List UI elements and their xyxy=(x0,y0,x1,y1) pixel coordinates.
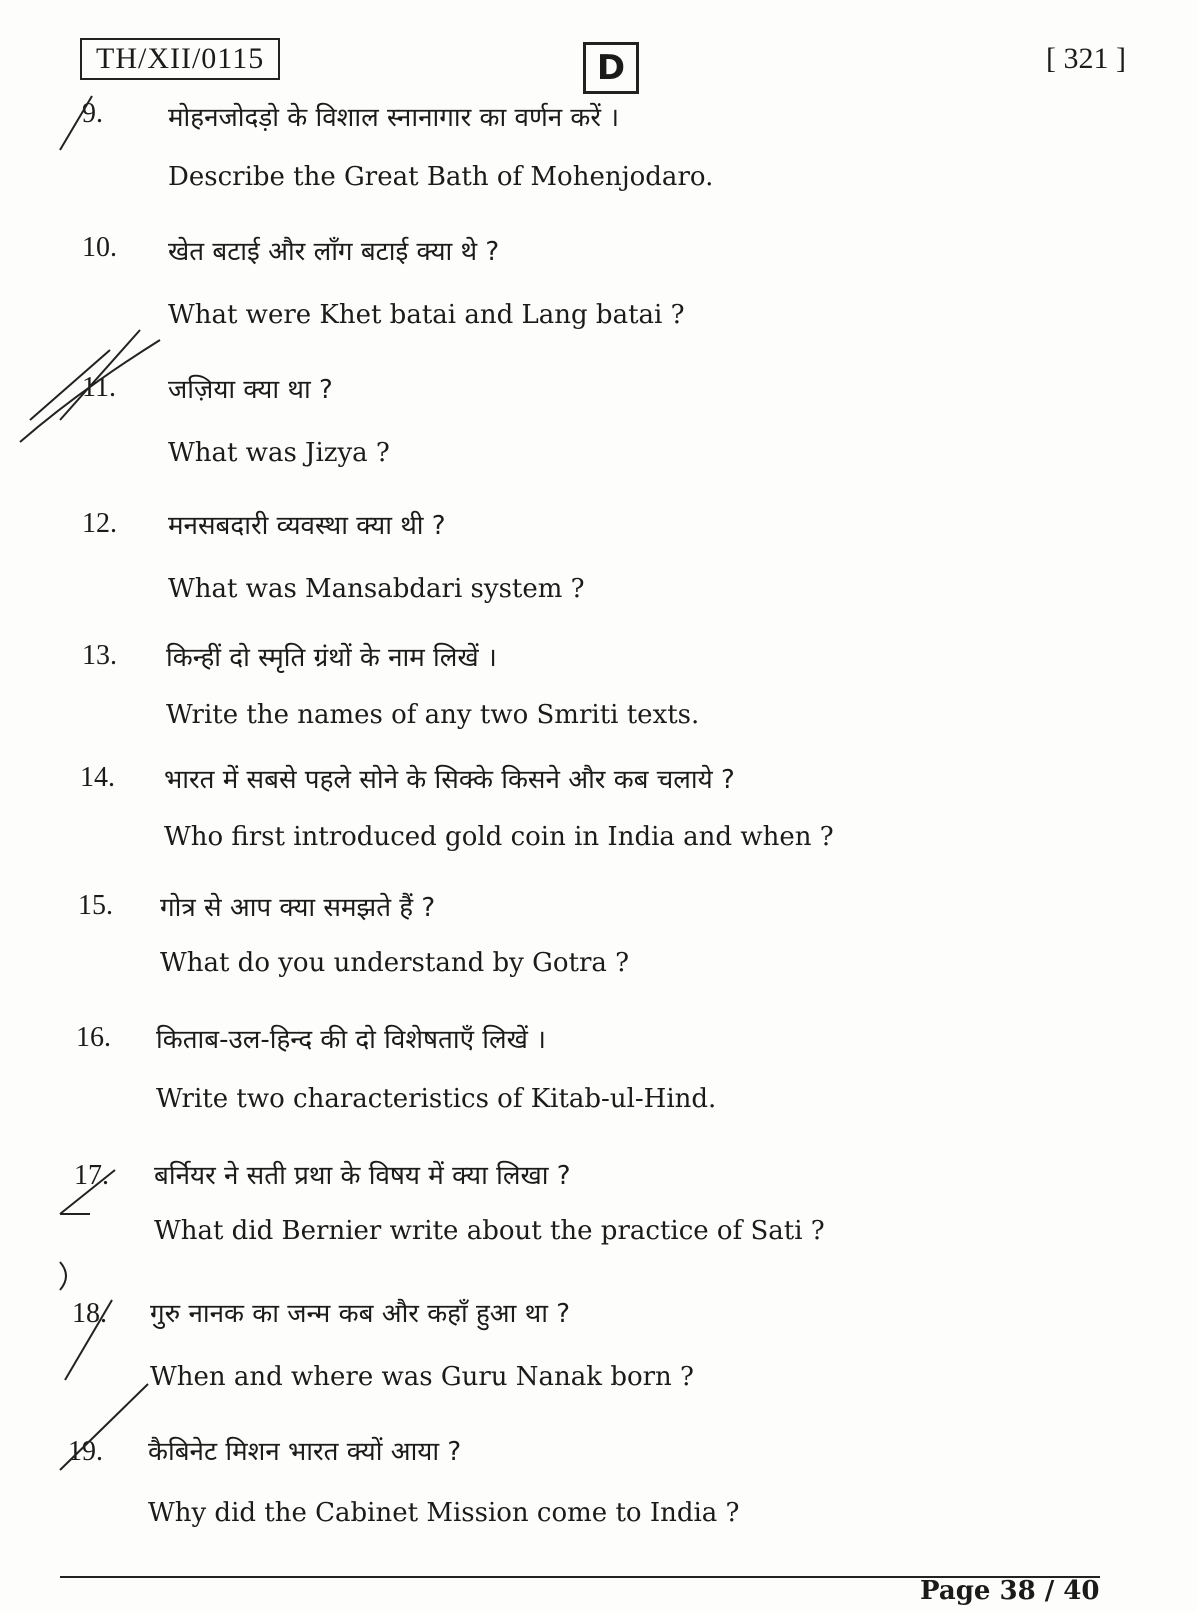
question-hindi: मोहनजोदड़ो के विशाल स्नानागार का वर्णन करें । xyxy=(168,103,620,133)
question-number: 17. xyxy=(74,1160,109,1191)
question-hindi: बर्नियर ने सती प्रथा के विषय में क्या लिखा ? xyxy=(154,1161,571,1191)
question-hindi: गोत्र से आप क्या समझते हैं ? xyxy=(160,893,436,923)
question-hindi: किताब-उल-हिन्द की दो विशेषताएँ लिखें । xyxy=(156,1025,547,1055)
question-hindi: कैबिनेट मिशन भारत क्यों आया ? xyxy=(148,1437,462,1467)
question-hindi: गुरु नानक का जन्म कब और कहाँ हुआ था ? xyxy=(150,1299,571,1329)
question-number: 15. xyxy=(78,890,113,921)
question-english: Describe the Great Bath of Mohenjodaro. xyxy=(168,162,714,192)
question-number: 12. xyxy=(82,508,117,539)
question-number: 9. xyxy=(82,98,103,129)
question-number: 18. xyxy=(72,1298,107,1329)
question-number: 16. xyxy=(76,1022,111,1053)
question-number: 14. xyxy=(80,762,115,793)
question-number: 19. xyxy=(68,1436,103,1467)
page-number: Page 38 / 40 xyxy=(920,1576,1100,1606)
question-number: 13. xyxy=(82,640,117,671)
question-english: What do you understand by Gotra ? xyxy=(160,948,630,978)
question-english: Write the names of any two Smriti texts. xyxy=(166,700,700,730)
question-english: Who first introduced gold coin in India and when ? xyxy=(164,822,834,852)
question-english: What did Bernier write about the practice of Sati ? xyxy=(154,1216,825,1246)
question-hindi: भारत में सबसे पहले सोने के सिक्के किसने और कब चलाये ? xyxy=(164,765,735,795)
question-number: 11. xyxy=(82,372,116,403)
question-english: What were Khet batai and Lang batai ? xyxy=(168,300,685,330)
question-hindi: मनसबदारी व्यवस्था क्या थी ? xyxy=(168,511,446,541)
question-english: When and where was Guru Nanak born ? xyxy=(150,1362,694,1392)
question-english: Write two characteristics of Kitab-ul-Hind. xyxy=(156,1084,717,1114)
question-english: What was Mansabdari system ? xyxy=(168,574,585,604)
question-hindi: किन्हीं दो स्मृति ग्रंथों के नाम लिखें । xyxy=(166,643,497,673)
question-hindi: जज़िया क्या था ? xyxy=(168,375,333,405)
exam-code-box: TH/XII/0115 xyxy=(80,38,280,80)
paper-code: [ 321 ] xyxy=(1046,42,1126,75)
question-english: What was Jizya ? xyxy=(168,438,390,468)
set-letter-box: D xyxy=(583,42,639,94)
question-english: Why did the Cabinet Mission come to India ? xyxy=(148,1498,740,1528)
question-hindi: खेत बटाई और लाँग बटाई क्या थे ? xyxy=(168,237,500,267)
question-number: 10. xyxy=(82,232,117,263)
